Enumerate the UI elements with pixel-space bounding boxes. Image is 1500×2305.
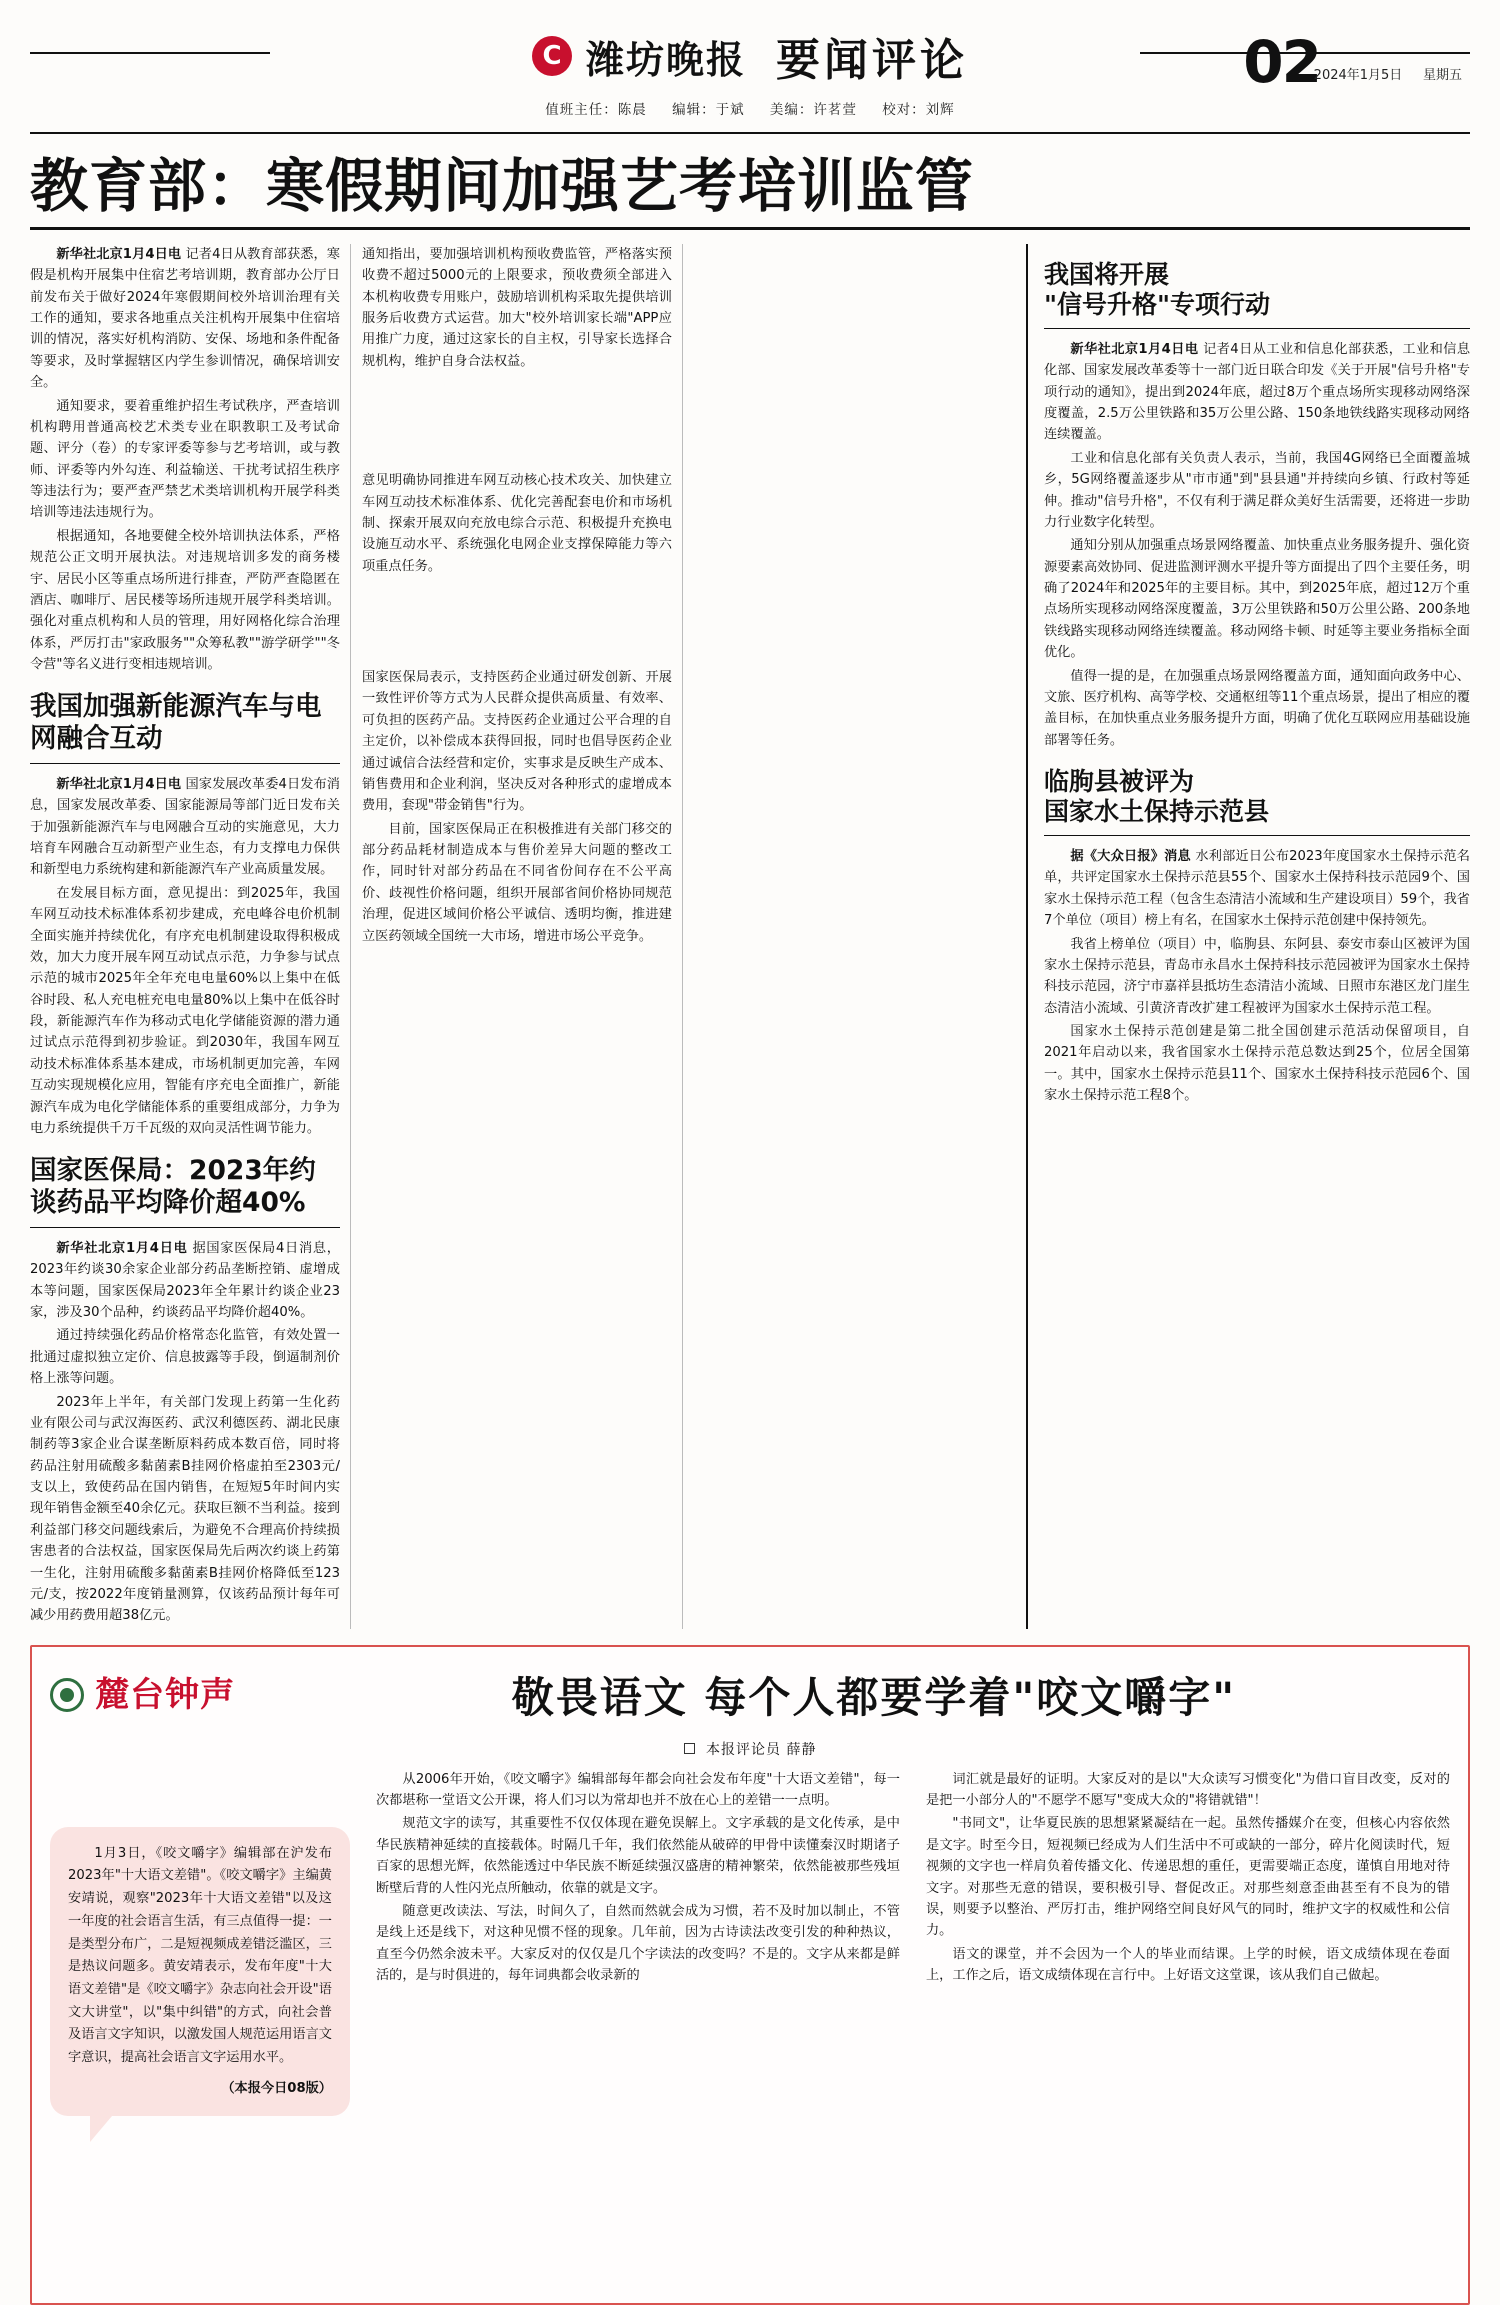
column-1 bbox=[30, 244, 340, 1629]
commentary-c3-p2: "书同文"，让华夏民族的思想紧紧凝结在一起。虽然传播媒介在变，但核心内容依然是文字。时至今日，短视频已经成为人们生活中不可或缺的一部分，碎片化阅读时代，短视频的文字也一样肩负着传播文化、传递思想的重任，更需要端正态度，谨慎自用地对待文字。对那些无意的错误，要积极引导、督促改正。对那些刻意歪曲甚至有不良为的错误，则要予以整治、严厉打击，维护网络空间良好风气的同时，维护文字的权威性和公信力。 bbox=[926, 1816, 1450, 1939]
article1-para-3: 根据通知，各地要健全校外培训执法体系，严格规范公正文明开展执法。对违规培训多发的商务楼宇、居民小区等重点场所进行排查，严防严查隐匿在酒店、咖啡厅、居民楼等场所违规开展学科类培训。强化对重点机构和人员的管理，用好网格化综合治理体系，严厉打击"家政服务""众筹私教""游学研学""冬令营"等名义进行变相违规培训。 bbox=[30, 528, 340, 673]
commentary-c2-p1: 从2006年开始，《咬文嚼字》编辑部每年都会向社会发布年度"十大语文差错"，每一次都堪称一堂语文公开课，将人们习以为常却也并不放在心上的差错一一点明。 bbox=[376, 1771, 900, 1809]
commentary-c2-p2: 规范文字的读写，其重要性不仅仅体现在避免误解上。文字承载的是文化传承，是中华民族精神延续的直接载体。时隔几千年，我们依然能从破碎的甲骨中读懂秦汉时期诸子百家的思想光辉，依然能透过中华民族不断延续强汉盛唐的精神繁荣，依然能被那些残垣断壁后背的人性闪光点所触动，依靠的就是文字。 bbox=[376, 1816, 900, 1896]
article4-para-3: 通知分别从加强重点场景网络覆盖、加快重点业务服务提升、强化资源要素高效协同、促进监测评测水平提升等方面提出了四个主要任务，明确了2024年和2025年的主要目标。其中，到2025年底，超过12万个重点场所实现移动网络深度覆盖，3万公里铁路和50万公里公路、200条地铁线路实现移动网络连续覆盖。移动网络卡顿、时延等主要业务指标全面优化。 bbox=[1044, 538, 1470, 661]
headline-rule bbox=[30, 227, 1470, 230]
article5-para-1 bbox=[1044, 846, 1470, 932]
masthead-credits bbox=[532, 98, 968, 118]
page-number: 02 bbox=[1243, 28, 1320, 96]
article5-dateline: 据《大众日报》消息 bbox=[1070, 849, 1191, 865]
article1-para-1 bbox=[30, 244, 340, 394]
article2-para-3: 意见明确协同推进车网互动核心技术攻关、加快建立车网互动技术标准体系、优化完善配套电价和市场机制、探索开展双向充放电综合示范、积极提升充换电设施互动水平、系统强化电网企业支撑保障能力等六项重点任务。 bbox=[362, 473, 672, 574]
credit-editor: 编辑：于斌 bbox=[672, 102, 745, 118]
column-3 bbox=[694, 244, 1004, 1629]
article3-para-2: 通过持续强化药品价格常态化监管，有效处置一批通过虚拟独立定价、信息披露等手段，倒逼制剂价格上涨等问题。 bbox=[30, 1328, 340, 1387]
commentary-grid bbox=[50, 1769, 1450, 2117]
article5-title bbox=[1044, 767, 1470, 827]
article4-para-2: 工业和信息化部有关负责人表示，当前，我国4G网络已全面覆盖城乡，5G网络覆盖逐步从"市市通"到"县县通"并持续向乡镇、行政村等延伸。推动"信号升格"，不仅有利于满足群众美好生活需要，还将进一步助力行业数字化转型。 bbox=[1044, 450, 1470, 530]
article1-para-4: 通知指出，要加强培训机构预收费监管，严格落实预收费不超过5000元的上限要求，预收费须全部进入本机构收费专用账户，鼓励培训机构采取先提供培训服务后收费方式运营。加大"校外培训家长端"APP应用推广力度，通过这家长的自主权，引导家长选择合规机构，维护自身合法权益。 bbox=[362, 246, 672, 369]
article1-dateline: 新华社北京1月4日电 bbox=[56, 246, 182, 262]
commentary-bubble-col bbox=[50, 1769, 350, 2117]
byline-box-icon bbox=[684, 1743, 695, 1754]
article3-para-1 bbox=[30, 1238, 340, 1324]
commentary-col-3 bbox=[926, 1769, 1450, 2117]
article2-para-1 bbox=[30, 774, 340, 881]
article3-para-5: 目前，国家医保局正在积极推进有关部门移交的部分药品耗材制造成本与售价差异大问题的整改工作，同时针对部分药品在不同省份间存在不公平高价、歧视性价格问题，组织开展部省间价格协同规范治理，促进区域间价格公平诚信、透明均衡，推进建立医药领域全国统一大市场，增进市场公平竞争。 bbox=[362, 821, 672, 944]
article3-title: 国家医保局：2023年约谈药品平均降价超40% bbox=[30, 1155, 316, 1219]
column-2 bbox=[362, 244, 672, 1629]
commentary-c3-p1: 词汇就是最好的证明。大家反对的是以"大众读写习惯变化"为借口盲目改变，反对的是把一小部分人的"不愿学不愿写"变成大众的"将错就错"！ bbox=[926, 1771, 1450, 1809]
masthead-date bbox=[1314, 64, 1462, 83]
commentary-c3-p3: 语文的课堂，并不会因为一个人的毕业而结课。上学的时候，语文成绩体现在卷面上，工作之后，语文成绩体现在言行中。上好语文这堂课，该从我们自己做起。 bbox=[926, 1946, 1450, 1984]
commentary-byline-text: 本报评论员 薛静 bbox=[706, 1741, 817, 1758]
article2-rule bbox=[30, 763, 340, 764]
article4-title bbox=[1044, 260, 1470, 320]
paper-logo-icon: C bbox=[532, 36, 572, 76]
article3-para-4: 国家医保局表示，支持医药企业通过研发创新、开展一致性评价等方式为人民群众提供高质量、有效率、可负担的医药产品。支持医药企业通过公平合理的自主定价，以补偿成本获得回报，同时也倡导医药企业通过诚信合法经营和定价，实事求是反映生产成本、销售费用和企业利润，坚决反对各种形式的虚增成本费用，套现"带金销售"行为。 bbox=[362, 670, 672, 814]
article1-para-2: 通知要求，要着重维护招生考试秩序，严查培训机构聘用普通高校艺术类专业在职教职工及考试命题、评分（卷）的专家评委等参与艺考培训，或与教师、评委等内外勾连、利益输送、干扰考试招生秩序等违法行为；要严查严禁艺术类培训机构开展学科类培训等违法违规行为。 bbox=[30, 398, 340, 521]
article4-para-1 bbox=[1044, 339, 1470, 446]
weekday-text: 星期五 bbox=[1422, 68, 1462, 83]
article2-dateline: 新华社北京1月4日电 bbox=[56, 776, 182, 792]
column-4 bbox=[1026, 244, 1470, 1629]
masthead bbox=[30, 18, 1470, 118]
article1-text-1: 记者4日从教育部获悉，寒假是机构开展集中住宿艺考培训期，教育部办公厅日前发布关于做好2024年寒假期间校外培训治理有关工作的通知，要求各地重点关注机构开展集中住宿培训的情况，落实好机构消防、安保、场地和条件配备等要求，及时掌握辖区内学生参训情况，确保培训安全。 bbox=[30, 246, 340, 391]
article5-para-3: 国家水土保持示范创建是第二批全国创建示范活动保留项目，自2021年启动以来，我省国家水土保持示范总数达到25个，位居全国第一。其中，国家水土保持示范县11个、国家水土保持科技示范园6个、国家水土保持示范工程8个。 bbox=[1044, 1024, 1470, 1104]
article5-text-1: 水利部近日公布2023年度国家水土保持示范名单，共评定国家水土保持示范县55个、国家水土保持科技示范园9个、国家水土保持示范工程（包含生态清洁小流域和生产建设项目）59个，我省7个单位（项目）榜上有名，在国家水土保持示范创建中保持领先。 bbox=[1044, 849, 1470, 929]
article3-dateline: 新华社北京1月4日电 bbox=[56, 1240, 188, 1256]
article4-rule bbox=[1044, 328, 1470, 329]
article2-title: 我国加强新能源汽车与电网融合互动 bbox=[30, 691, 322, 755]
article3-text-1: 据国家医保局4日消息，2023年约谈30余家企业部分药品垄断控销、虚增成本等问题，国家医保局2023年全年累计约谈企业23家，涉及30个品种，约谈药品平均降价超40%。 bbox=[30, 1240, 340, 1321]
article4-title-line1: 我国将开展 bbox=[1044, 259, 1170, 289]
paper-name: 潍坊晚报 bbox=[585, 37, 746, 82]
credit-proofreader: 校对：刘辉 bbox=[882, 102, 955, 118]
section-name: 要闻评论 bbox=[776, 35, 968, 86]
credit-duty-director: 值班主任：陈晨 bbox=[545, 102, 647, 118]
masthead-rule-left bbox=[30, 52, 270, 54]
commentary-section bbox=[30, 1645, 1470, 2305]
article5-rule bbox=[1044, 835, 1470, 836]
commentary-byline bbox=[50, 1739, 1450, 1759]
date-text: 2024年1月5日 bbox=[1313, 68, 1403, 83]
commentary-c2-p3: 随意更改读法、写法，时间久了，自然而然就会成为习惯，若不及时加以制止，不管是线上还是线下，对这种见惯不怪的现象。几年前，因为古诗读法改变引发的种种热议，直至今仍然余波未平。大家反对的仅仅是几个字读法的改变吗？不是的。文字从来都是鲜活的，是与时俱进的，每年词典都会收录新的 bbox=[376, 1903, 900, 1984]
article4-dateline: 新华社北京1月4日电 bbox=[1070, 341, 1199, 357]
article3-para-3: 2023年上半年，有关部门发现上药第一生化药业有限公司与武汉海医药、武汉利德医药、湖北民康制药等3家企业合谋垄断原料药成本数百倍，同时将药品注射用硫酸多黏菌素B挂网价格虚拍至2303元/支以上，致使药品在国内销售，在短短5年时间内实现年销售金额至40余亿元。获取巨额不当利益。接到利益部门移交问题线索后，为避免不合理高价持续损害患者的合法权益，国家医保局先后两次约谈上药第一生化，注射用硫酸多黏菌素B挂网价格降低至123元/支，按2022年度销量测算，仅该药品预计每年可减少用药费用超38亿元。 bbox=[30, 1394, 340, 1624]
page-title: 教育部：寒假期间加强艺考培训监管 bbox=[30, 152, 975, 220]
masthead-bottom-rule bbox=[30, 132, 1470, 134]
article2-text-1: 国家发展改革委4日发布消息，国家发展改革委、国家能源局等部门近日发布关于加强新能源汽车与电网融合互动的实施意见，大力培育车网融合互动新型产业生态，有力支撑电力保供和新型电力系统构建和新能源汽车产业高质量发展。 bbox=[30, 776, 340, 878]
commentary-title: 敬畏语文 每个人都要学着"咬文嚼字" bbox=[511, 1672, 1237, 1722]
article4-para-4: 值得一提的是，在加强重点场景网络覆盖方面，通知面向政务中心、文旅、医疗机构、高等学校、交通枢纽等11个重点场景，提出了相应的覆盖目标，在加快重点业务服务提升方面，明确了优化互联网应用基础设施部署等任务。 bbox=[1044, 668, 1470, 748]
commentary-brand-label: 麓台钟声 bbox=[95, 1674, 236, 1715]
callout-text: 1月3日，《咬文嚼字》编辑部在沪发布2023年"十大语文差错"。《咬文嚼字》主编黄安靖说，观察"2023年十大语文差错"以及这一年度的社会语言生活，有三点值得一提：一是类型分布广，二是短视频成差错泛滥区，三是热议问题多。黄安靖表示，发布年度"十大语文差错"是《咬文嚼字》杂志向社会开设"语文大讲堂"，以"集中纠错"的方式，向社会普及语言文字知识，以激发国人规范运用语言文字意识，提高社会语言文字运用水平。 bbox=[68, 1845, 332, 2066]
article5-title-line1: 临朐县被评为 bbox=[1044, 767, 1195, 797]
article4-title-line2: "信号升格"专项行动 bbox=[1044, 289, 1271, 319]
commentary-col-2 bbox=[376, 1769, 900, 2117]
main-content-grid bbox=[30, 244, 1470, 1629]
commentary-header bbox=[50, 1661, 1450, 1725]
article5-para-2: 我省上榜单位（项目）中，临朐县、东阿县、泰安市泰山区被评为国家水土保持示范县，青岛市永昌水土保持科技示范园被评为国家水土保持科技示范园，济宁市嘉祥县抵坊生态清洁小流域、日照市东港区龙门崖生态清洁小流域、引黄济青改扩建工程被评为国家水土保持示范工程。 bbox=[1044, 936, 1470, 1016]
commentary-callout bbox=[50, 1827, 350, 2117]
article5-title-line2: 国家水土保持示范县 bbox=[1044, 797, 1270, 827]
article4-text-1: 记者4日从工业和信息化部获悉，工业和信息化部、国家发展改革委等十一部门近日联合印发《关于开展"信号升格"专项行动的通知》，提出到2024年底，超过8万个重点场所实现移动网络深度覆盖，2.5万公里铁路和35万公里公路、150条地铁线路实现移动网络连续覆盖。 bbox=[1044, 341, 1471, 443]
callout-tag: （本报今日08版） bbox=[221, 2080, 332, 2096]
commentary-brand bbox=[50, 1661, 280, 1716]
article3-rule bbox=[30, 1227, 340, 1228]
credit-designer: 美编：许茗萱 bbox=[769, 102, 857, 118]
article2-para-2: 在发展目标方面，意见提出：到2025年，我国车网互动技术标准体系初步建成，充电峰谷电价机制全面实施并持续优化，有序充电机制建设取得积极成效，加大力度开展车网互动试点示范，力争参与试点示范的城市2025年全年充电电量60%以上集中在低谷时段、私人充电桩充电电量80%以上集中在低谷时段，新能源汽车作为移动式电化学储能资源的潜力通过试点示范得到初步验证。到2030年，我国车网互动技术标准体系基本建成，市场机制更加完善，车网互动实现规模化应用，智能有序充电全面推广，新能源汽车成为电化学储能体系的重要组成部分，力争为电力系统提供千万千瓦级的双向灵活性调节能力。 bbox=[30, 885, 340, 1136]
bell-icon bbox=[50, 1678, 84, 1712]
